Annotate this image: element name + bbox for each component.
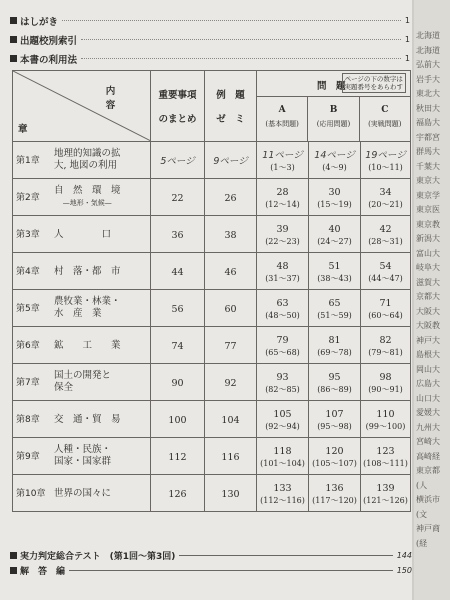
bullet-square-icon <box>10 567 17 574</box>
problem-c-cell: 110 (99〜100) <box>361 401 411 438</box>
facing-page-text: 大阪大 <box>416 306 440 316</box>
contents-table <box>12 70 411 512</box>
matome-page: 90 <box>151 364 205 401</box>
facing-page-text: 東京教 <box>416 219 440 229</box>
table-row <box>13 364 411 401</box>
problem-c-cell: 139 (121〜126) <box>361 475 411 512</box>
problem-b-cell: 95 (86〜89) <box>309 364 361 401</box>
problem-c-cell: 71 (60〜64) <box>361 290 411 327</box>
header-mondai <box>257 71 411 142</box>
toc-entry-label: 本書の利用法 <box>20 54 78 66</box>
facing-page-text: 千葉大 <box>416 161 440 171</box>
reidai-page: 116 <box>205 438 257 475</box>
chapter-title: 自 然 環 境 —地形・気候— <box>54 185 121 207</box>
chapter-number: 第4章 <box>16 267 40 278</box>
toc-entry-label: 実力判定総合テスト (第1回〜第3回) <box>20 551 176 562</box>
chapter-number: 第7章 <box>16 377 40 388</box>
facing-page-text: 神戸大 <box>416 335 440 345</box>
matome-page: 112 <box>151 438 205 475</box>
table-row <box>13 438 411 475</box>
toc-entry-test <box>10 549 412 561</box>
chapter-number: 第1章 <box>16 155 40 166</box>
facing-page-text: (経 <box>416 538 428 548</box>
chapter-cell <box>13 216 151 253</box>
toc-entry-label: はしがき <box>20 16 59 28</box>
toc-entry-label: 解 答 編 <box>20 566 66 577</box>
header-matome: 重要事項 のまとめ <box>151 71 205 142</box>
chapter-number: 第6章 <box>16 341 40 352</box>
toc-entry-page: 1 <box>404 16 410 25</box>
header-sho: 章 <box>18 124 28 135</box>
problem-a-cell: 28 (12〜14) <box>257 179 309 216</box>
facing-page-text: 九州大 <box>416 422 440 432</box>
bullet-square-icon <box>10 17 17 24</box>
chapter-cell <box>13 179 151 216</box>
problem-b-cell: 30 (15〜19) <box>309 179 361 216</box>
facing-page-text: 滋賀大 <box>416 277 440 287</box>
problem-a-cell: 11ページ (1〜3) <box>257 142 309 179</box>
chapter-cell <box>13 364 151 401</box>
problem-b-cell: 81 (69〜78) <box>309 327 361 364</box>
problem-b-cell: 40 (24〜27) <box>309 216 361 253</box>
chapter-title: 農牧業・林業・ 水 産 業 <box>54 296 121 319</box>
facing-page-text: 岩手大 <box>416 74 440 84</box>
problem-b-cell: 51 (38〜43) <box>309 253 361 290</box>
facing-page-text: 北海道 <box>416 31 440 40</box>
problem-a-cell: 39 (22〜23) <box>257 216 309 253</box>
chapter-cell <box>13 253 151 290</box>
chapter-cell <box>13 438 151 475</box>
chapter-title: 村 落・都 市 <box>54 265 121 277</box>
chapter-cell <box>13 290 151 327</box>
problem-a-cell: 63 (48〜50) <box>257 290 309 327</box>
chapter-title: 人種・民族・ 国家・国家群 <box>54 444 112 467</box>
problem-b-cell: 65 (51〜59) <box>309 290 361 327</box>
table-row <box>13 142 411 179</box>
chapter-subtitle: —地形・気候— <box>62 199 112 207</box>
problem-c-cell: 19ページ (10〜11) <box>361 142 411 179</box>
facing-page-text: 愛媛大 <box>416 408 440 417</box>
facing-page-text: 東京医 <box>416 205 440 214</box>
problem-b-cell: 136 (117〜120) <box>309 475 361 512</box>
chapter-title: 交 通・貿 易 <box>54 413 121 425</box>
facing-page-text: 京都大 <box>416 292 440 301</box>
problem-c-cell: 42 (28〜31) <box>361 216 411 253</box>
table-row <box>13 327 411 364</box>
facing-page-text: 島根大 <box>416 350 440 359</box>
table-row <box>13 475 411 512</box>
leader-line <box>179 555 392 556</box>
header-reidai: 例 題 ゼ ミ <box>205 71 257 142</box>
table-row <box>13 216 411 253</box>
facing-page-text: 新潟大 <box>416 234 440 243</box>
header-content-chapter <box>13 71 151 142</box>
matome-page: 74 <box>151 327 205 364</box>
leader-line <box>62 20 401 21</box>
header-sub-b: B (応用問題) <box>307 97 358 141</box>
chapter-number: 第3章 <box>16 230 40 241</box>
mondai-title: 問 題 <box>317 81 346 92</box>
chapter-title: 世界の国々に <box>54 487 112 499</box>
chapter-title: 人 口 <box>54 228 112 240</box>
leader-line <box>81 58 401 59</box>
chapter-number: 第10章 <box>16 489 46 500</box>
reidai-page: 46 <box>205 253 257 290</box>
matome-page: 56 <box>151 290 205 327</box>
matome-page: 22 <box>151 179 205 216</box>
facing-page-text: 東京大 <box>416 176 440 185</box>
reidai-page: 77 <box>205 327 257 364</box>
chapter-number: 第9章 <box>16 451 40 462</box>
facing-page-text: 広島大 <box>416 379 440 388</box>
facing-page-text: 神戸商 <box>416 524 440 533</box>
table-row <box>13 401 411 438</box>
bullet-square-icon <box>10 552 17 559</box>
problem-c-cell: 123 (108〜111) <box>361 438 411 475</box>
problem-a-cell: 118 (101〜104) <box>257 438 309 475</box>
facing-page-text: 秋田大 <box>416 103 440 113</box>
facing-page-strip <box>414 0 450 600</box>
problem-b-cell: 14ページ (4〜9) <box>309 142 361 179</box>
chapter-cell <box>13 401 151 438</box>
reidai-page: 26 <box>205 179 257 216</box>
matome-page: 44 <box>151 253 205 290</box>
chapter-number: 第8章 <box>16 415 40 426</box>
toc-entry-hashigaki <box>10 14 410 27</box>
chapter-title: 鉱 工 業 <box>54 339 121 351</box>
facing-page-text: 群馬大 <box>416 147 440 156</box>
header-sub-c: C (実戦問題) <box>359 97 410 141</box>
chapter-cell <box>13 475 151 512</box>
problem-b-cell: 107 (95〜98) <box>309 401 361 438</box>
chapter-title: 地理的知識の拡 大, 地図の利用 <box>54 148 121 171</box>
facing-page-text: 岡山大 <box>416 364 440 374</box>
facing-page-text: 横浜市 <box>416 495 440 504</box>
leader-line <box>81 39 401 40</box>
leader-line <box>69 570 393 571</box>
facing-page-text: 福島大 <box>416 118 440 127</box>
chapter-title: 国土の開発と 保全 <box>54 370 112 393</box>
facing-page-text: 東京都 <box>416 466 440 475</box>
facing-page-text: 宮崎大 <box>416 437 440 446</box>
reidai-page: 104 <box>205 401 257 438</box>
facing-page-text: 宇都宮 <box>416 132 440 142</box>
toc-entry-page: 144 <box>396 550 412 560</box>
matome-page: 126 <box>151 475 205 512</box>
problem-c-cell: 98 (90〜91) <box>361 364 411 401</box>
reidai-page: 38 <box>205 216 257 253</box>
reidai-page: 92 <box>205 364 257 401</box>
matome-page: 36 <box>151 216 205 253</box>
table-header-row <box>13 71 411 142</box>
problem-a-cell: 48 (31〜37) <box>257 253 309 290</box>
facing-page-text: 東京学 <box>416 190 440 200</box>
facing-page-text: 富山大 <box>416 248 440 258</box>
facing-page-text: 高崎経 <box>416 451 440 461</box>
table-row <box>13 290 411 327</box>
toc-entry-label: 出題校別索引 <box>20 35 78 47</box>
toc-entry-page: 1 <box>404 54 410 63</box>
bullet-square-icon <box>10 36 17 43</box>
toc-entry-usage <box>10 52 410 65</box>
problem-c-cell: 82 (79〜81) <box>361 327 411 364</box>
facing-page-text: 岐阜大 <box>416 263 440 272</box>
problem-a-cell: 93 (82〜85) <box>257 364 309 401</box>
facing-page-text: (人 <box>416 480 428 490</box>
reidai-page: 9ページ <box>205 142 257 179</box>
mondai-note: ページの下の数字は 実題番号をあらわす <box>342 73 407 93</box>
table-row <box>13 179 411 216</box>
facing-page-text: 北海道 <box>416 45 440 55</box>
facing-page-text: 山口大 <box>416 393 440 403</box>
chapter-cell <box>13 327 151 364</box>
problem-a-cell: 79 (65〜68) <box>257 327 309 364</box>
header-naiyo: 内 容 <box>105 86 153 111</box>
reidai-page: 60 <box>205 290 257 327</box>
problem-b-cell: 120 (105〜107) <box>309 438 361 475</box>
chapter-number: 第5章 <box>16 303 40 314</box>
facing-page-text: 大阪教 <box>416 321 440 330</box>
bullet-square-icon <box>10 55 17 62</box>
problem-a-cell: 133 (112〜116) <box>257 475 309 512</box>
toc-entry-answers <box>10 564 412 576</box>
toc-entry-page: 150 <box>396 565 412 575</box>
matome-page: 100 <box>151 401 205 438</box>
toc-entry-page: 1 <box>404 35 410 44</box>
problem-a-cell: 105 (92〜94) <box>257 401 309 438</box>
header-sub-a: A (基本問題) <box>265 105 299 128</box>
table-row <box>13 253 411 290</box>
chapter-cell <box>13 142 151 179</box>
facing-page-text: 弘前大 <box>416 60 440 69</box>
reidai-page: 130 <box>205 475 257 512</box>
facing-page-text: (文 <box>416 509 428 519</box>
facing-page-text: 東北大 <box>416 89 440 98</box>
toc-entry-index <box>10 33 410 46</box>
problem-c-cell: 34 (20〜21) <box>361 179 411 216</box>
chapter-number: 第2章 <box>16 192 40 203</box>
matome-page: 5ページ <box>151 142 205 179</box>
problem-c-cell: 54 (44〜47) <box>361 253 411 290</box>
